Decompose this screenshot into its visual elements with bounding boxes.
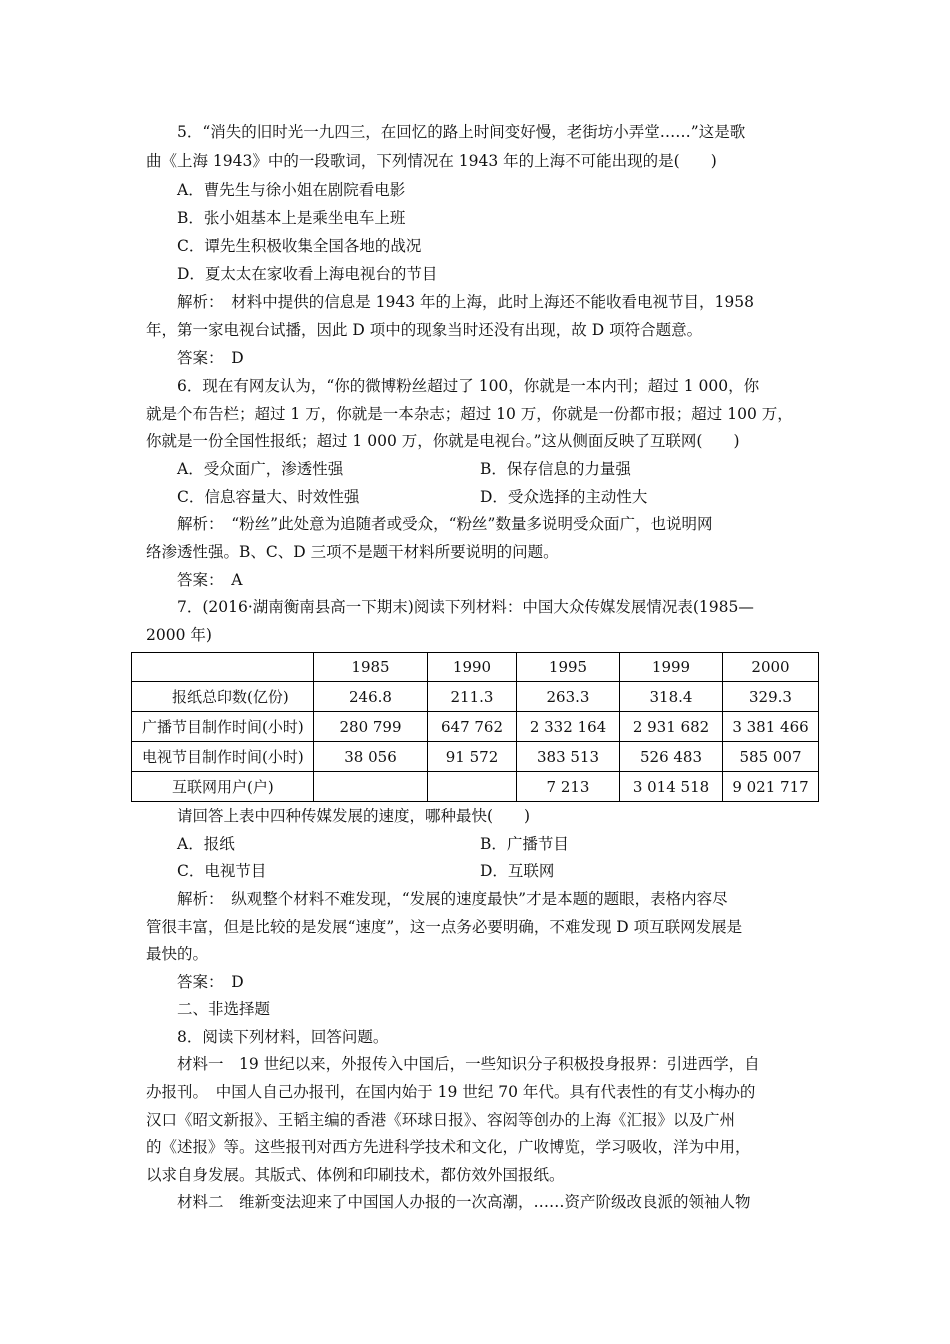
q7-answer: 答案： D — [177, 973, 244, 991]
table-cell: 526 483 — [620, 742, 723, 772]
table-cell: 383 513 — [517, 742, 620, 772]
q5-option-c: C．谭先生积极收集全国各地的战况 — [177, 237, 422, 255]
media-development-table — [131, 652, 819, 802]
table-row — [132, 712, 819, 742]
table-header-cell: 1999 — [620, 653, 723, 682]
table-row-label: 互联网用户(户) — [132, 772, 314, 802]
table-cell: 9 021 717 — [723, 772, 819, 802]
q5-stem-line-1: 5．“消失的旧时光一九四三，在回忆的路上时间变好慢，老街坊小弄堂……”这是歌 — [177, 123, 746, 141]
q8-material-1-line-5: 以求自身发展。其版式、体例和印刷技术，都仿效外国报纸。 — [146, 1166, 565, 1184]
q7-option-a: A．报纸 — [177, 835, 235, 853]
table-cell: 585 007 — [723, 742, 819, 772]
table-cell: 246.8 — [314, 682, 428, 712]
table-cell: 38 056 — [314, 742, 428, 772]
q5-analysis-line-2: 年，第一家电视台试播，因此 D 项中的现象当时还没有出现，故 D 项符合题意。 — [146, 321, 703, 339]
q7-analysis-line-1: 解析： 纵观整个材料不难发现，“发展的速度最快”才是本题的题眼，表格内容尽 — [177, 890, 728, 908]
q8-stem: 8．阅读下列材料，回答问题。 — [177, 1028, 389, 1046]
table-row — [132, 682, 819, 712]
q6-stem-line-2: 就是个布告栏；超过 1 万，你就是一本杂志；超过 10 万，你就是一份都市报；超过 100 万， — [146, 405, 793, 423]
table-row — [132, 772, 819, 802]
q6-answer: 答案： A — [177, 571, 243, 589]
table-cell: 647 762 — [428, 712, 517, 742]
table-cell: 280 799 — [314, 712, 428, 742]
table-header-row — [132, 653, 819, 682]
table-cell: 2 931 682 — [620, 712, 723, 742]
q7-option-d: D．互联网 — [480, 862, 555, 880]
table-header-cell: 1985 — [314, 653, 428, 682]
table-cell: 318.4 — [620, 682, 723, 712]
table-cell: 7 213 — [517, 772, 620, 802]
table-row-label: 报纸总印数(亿份) — [132, 682, 314, 712]
table-cell — [428, 772, 517, 802]
q8-material-1-line-1: 材料一 19 世纪以来，外报传入中国后，一些知识分子积极投身报界：引进西学，自 — [177, 1055, 760, 1073]
q6-analysis-line-1: 解析： “粉丝”此处意为追随者或受众，“粉丝”数量多说明受众面广，也说明网 — [177, 515, 713, 533]
q7-analysis-line-2: 管很丰富，但是比较的是发展“速度”，这一点务必要明确，不难发现 D 项互联网发展是 — [146, 918, 743, 936]
table-header-cell: 2000 — [723, 653, 819, 682]
table-cell: 263.3 — [517, 682, 620, 712]
q7-stem-line-1: 7．(2016·湖南衡南县高一下期末)阅读下列材料：中国大众传媒发展情况表(1985— — [177, 598, 754, 616]
q7-stem-line-2: 2000 年) — [146, 626, 212, 644]
table-header-cell: 1990 — [428, 653, 517, 682]
q8-material-2-line-1: 材料二 维新变法迎来了中国国人办报的一次高潮，……资产阶级改良派的领袖人物 — [177, 1193, 751, 1211]
table-header-cell — [132, 653, 314, 682]
table-row — [132, 742, 819, 772]
table-cell: 3 381 466 — [723, 712, 819, 742]
q7-option-b: B．广播节目 — [480, 835, 569, 853]
q8-material-1-line-2: 办报刊。 中国人自己办报刊，在国内始于 19 世纪 70 年代。具有代表性的有艾小梅办的 — [146, 1083, 756, 1101]
q6-stem-line-3: 你就是一份全国性报纸；超过 1 000 万，你就是电视台。”这从侧面反映了互联网( ) — [146, 432, 740, 450]
table-cell: 2 332 164 — [517, 712, 620, 742]
q5-analysis-line-1: 解析： 材料中提供的信息是 1943 年的上海，此时上海还不能收看电视节目，1958 — [177, 293, 754, 311]
q6-option-c: C．信息容量大、时效性强 — [177, 488, 360, 506]
q8-material-1-line-4: 的《述报》等。这些报刊对西方先进科学技术和文化，广收博览，学习吸收，洋为中用， — [146, 1138, 751, 1156]
table-cell: 211.3 — [428, 682, 517, 712]
table-cell: 3 014 518 — [620, 772, 723, 802]
q6-option-d: D．受众选择的主动性大 — [480, 488, 648, 506]
q6-analysis-line-2: 络渗透性强。B、C、D 三项不是题干材料所要说明的问题。 — [146, 543, 559, 561]
section-title: 二、非选择题 — [177, 1000, 271, 1018]
q8-material-1-line-3: 汉口《昭文新报》、王韬主编的香港《环球日报》、容闳等创办的上海《汇报》以及广州 — [146, 1111, 736, 1129]
table-cell: 329.3 — [723, 682, 819, 712]
q6-stem-line-1: 6．现在有网友认为，“你的微博粉丝超过了 100，你就是一本内刊；超过 1 000，你 — [177, 377, 760, 395]
q7-analysis-line-3: 最快的。 — [146, 945, 209, 963]
q7-question: 请回答上表中四种传媒发展的速度，哪种最快( ) — [177, 807, 531, 825]
q5-option-a: A．曹先生与徐小姐在剧院看电影 — [177, 181, 406, 199]
table-cell — [314, 772, 428, 802]
table-row-label: 电视节目制作时间(小时) — [132, 742, 314, 772]
q6-option-b: B．保存信息的力量强 — [480, 460, 631, 478]
q5-stem-line-2: 曲《上海 1943》中的一段歌词，下列情况在 1943 年的上海不可能出现的是( ) — [146, 152, 717, 170]
q7-option-c: C．电视节目 — [177, 862, 267, 880]
q5-option-d: D．夏太太在家收看上海电视台的节目 — [177, 265, 438, 283]
q6-option-a: A．受众面广，渗透性强 — [177, 460, 344, 478]
q5-option-b: B．张小姐基本上是乘坐电车上班 — [177, 209, 406, 227]
q5-answer: 答案： D — [177, 349, 244, 367]
table-row-label: 广播节目制作时间(小时) — [132, 712, 314, 742]
table-header-cell: 1995 — [517, 653, 620, 682]
table-cell: 91 572 — [428, 742, 517, 772]
